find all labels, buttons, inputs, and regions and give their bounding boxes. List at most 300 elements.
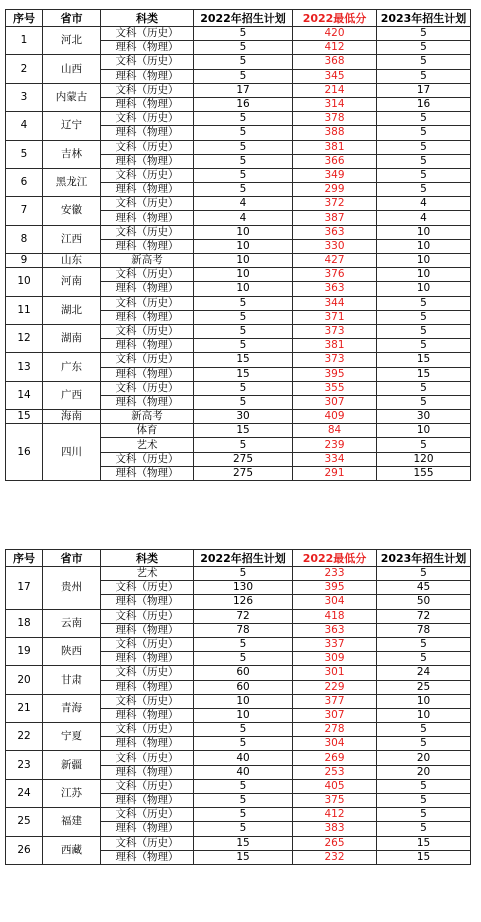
- plan-2022-cell: 5: [194, 779, 293, 793]
- row-number: 24: [6, 779, 43, 807]
- category-cell: 文科（历史）: [101, 197, 194, 211]
- plan-2023-cell: 5: [377, 112, 471, 126]
- plan-2023-cell: 5: [377, 27, 471, 41]
- plan-2023-cell: 50: [377, 595, 471, 609]
- category-cell: 文科（历史）: [101, 112, 194, 126]
- category-cell: 艺术: [101, 438, 194, 452]
- category-cell: 文科（历史）: [101, 27, 194, 41]
- min-score-2022-cell: 291: [293, 466, 377, 480]
- table-row: [6, 83, 471, 97]
- header-plan-2023: 2023年招生计划: [377, 10, 471, 27]
- plan-2022-cell: 10: [194, 225, 293, 239]
- province-cell: 安徽: [43, 197, 101, 225]
- category-cell: 文科（历史）: [101, 666, 194, 680]
- min-score-2022-cell: 427: [293, 254, 377, 268]
- plan-2022-cell: 5: [194, 567, 293, 581]
- category-cell: 新高考: [101, 254, 194, 268]
- plan-2022-cell: 5: [194, 112, 293, 126]
- province-cell: 青海: [43, 694, 101, 722]
- row-number: 16: [6, 424, 43, 481]
- plan-2022-cell: 15: [194, 367, 293, 381]
- category-cell: 理科（物理）: [101, 737, 194, 751]
- category-cell: 文科（历史）: [101, 836, 194, 850]
- province-cell: 贵州: [43, 567, 101, 610]
- min-score-2022-cell: 229: [293, 680, 377, 694]
- category-cell: 理科（物理）: [101, 310, 194, 324]
- min-score-2022-cell: 355: [293, 381, 377, 395]
- category-cell: 文科（历史）: [101, 225, 194, 239]
- row-number: 7: [6, 197, 43, 225]
- province-cell: 河南: [43, 268, 101, 296]
- row-number: 19: [6, 637, 43, 665]
- row-number: 17: [6, 567, 43, 610]
- plan-2023-cell: 72: [377, 609, 471, 623]
- plan-2022-cell: 15: [194, 353, 293, 367]
- province-cell: 海南: [43, 410, 101, 424]
- category-cell: 理科（物理）: [101, 822, 194, 836]
- plan-2022-cell: 15: [194, 424, 293, 438]
- plan-2023-cell: 5: [377, 381, 471, 395]
- plan-2022-cell: 130: [194, 581, 293, 595]
- plan-2023-cell: 5: [377, 822, 471, 836]
- min-score-2022-cell: 405: [293, 779, 377, 793]
- plan-2022-cell: 275: [194, 466, 293, 480]
- plan-2023-cell: 5: [377, 794, 471, 808]
- category-cell: 理科（物理）: [101, 680, 194, 694]
- min-score-2022-cell: 304: [293, 737, 377, 751]
- plan-2023-cell: 10: [377, 254, 471, 268]
- plan-2023-cell: 10: [377, 268, 471, 282]
- category-cell: 理科（物理）: [101, 41, 194, 55]
- plan-2023-cell: 4: [377, 197, 471, 211]
- category-cell: 理科（物理）: [101, 183, 194, 197]
- min-score-2022-cell: 418: [293, 609, 377, 623]
- table-row: [6, 197, 471, 211]
- plan-2023-cell: 15: [377, 367, 471, 381]
- table-row: [6, 55, 471, 69]
- header-category: 科类: [101, 550, 194, 567]
- plan-2022-cell: 5: [194, 183, 293, 197]
- plan-2022-cell: 5: [194, 27, 293, 41]
- category-cell: 理科（物理）: [101, 154, 194, 168]
- plan-2023-cell: 5: [377, 324, 471, 338]
- category-cell: 理科（物理）: [101, 97, 194, 111]
- min-score-2022-cell: 375: [293, 794, 377, 808]
- row-number: 9: [6, 254, 43, 268]
- table-row: [6, 751, 471, 765]
- category-cell: 理科（物理）: [101, 765, 194, 779]
- category-cell: 新高考: [101, 410, 194, 424]
- plan-2023-cell: 5: [377, 637, 471, 651]
- category-cell: 理科（物理）: [101, 623, 194, 637]
- table-row: [6, 140, 471, 154]
- min-score-2022-cell: 377: [293, 694, 377, 708]
- category-cell: 文科（历史）: [101, 268, 194, 282]
- min-score-2022-cell: 84: [293, 424, 377, 438]
- min-score-2022-cell: 368: [293, 55, 377, 69]
- plan-2022-cell: 60: [194, 666, 293, 680]
- category-cell: 文科（历史）: [101, 55, 194, 69]
- row-number: 22: [6, 723, 43, 751]
- min-score-2022-cell: 395: [293, 367, 377, 381]
- province-cell: 山东: [43, 254, 101, 268]
- category-cell: 理科（物理）: [101, 850, 194, 864]
- category-cell: 理科（物理）: [101, 126, 194, 140]
- header-category: 科类: [101, 10, 194, 27]
- plan-2023-cell: 17: [377, 83, 471, 97]
- province-cell: 吉林: [43, 140, 101, 168]
- min-score-2022-cell: 412: [293, 808, 377, 822]
- table-row: [6, 254, 471, 268]
- province-cell: 云南: [43, 609, 101, 637]
- row-number: 8: [6, 225, 43, 253]
- min-score-2022-cell: 233: [293, 567, 377, 581]
- plan-2022-cell: 17: [194, 83, 293, 97]
- province-cell: 广东: [43, 353, 101, 381]
- plan-2022-cell: 15: [194, 850, 293, 864]
- min-score-2022-cell: 214: [293, 83, 377, 97]
- table-row: [6, 324, 471, 338]
- table-row: [6, 410, 471, 424]
- plan-2022-cell: 5: [194, 296, 293, 310]
- category-cell: 理科（物理）: [101, 339, 194, 353]
- plan-2023-cell: 5: [377, 154, 471, 168]
- plan-2023-cell: 5: [377, 395, 471, 409]
- plan-2022-cell: 5: [194, 324, 293, 338]
- min-score-2022-cell: 239: [293, 438, 377, 452]
- plan-2022-cell: 10: [194, 708, 293, 722]
- plan-2023-cell: 5: [377, 55, 471, 69]
- category-cell: 文科（历史）: [101, 353, 194, 367]
- plan-2022-cell: 5: [194, 69, 293, 83]
- category-cell: 艺术: [101, 567, 194, 581]
- plan-2022-cell: 4: [194, 197, 293, 211]
- table-row: [6, 112, 471, 126]
- plan-2022-cell: 15: [194, 836, 293, 850]
- plan-2023-cell: 5: [377, 310, 471, 324]
- min-score-2022-cell: 373: [293, 324, 377, 338]
- header-province: 省市: [43, 10, 101, 27]
- province-cell: 江苏: [43, 779, 101, 807]
- table-row: [6, 268, 471, 282]
- plan-2022-cell: 5: [194, 168, 293, 182]
- plan-2023-cell: 5: [377, 779, 471, 793]
- min-score-2022-cell: 345: [293, 69, 377, 83]
- province-cell: 湖北: [43, 296, 101, 324]
- plan-2022-cell: 30: [194, 410, 293, 424]
- row-number: 2: [6, 55, 43, 83]
- plan-2023-cell: 20: [377, 751, 471, 765]
- province-cell: 四川: [43, 424, 101, 481]
- table-row: [6, 779, 471, 793]
- min-score-2022-cell: 253: [293, 765, 377, 779]
- plan-2023-cell: 15: [377, 353, 471, 367]
- min-score-2022-cell: 395: [293, 581, 377, 595]
- row-number: 18: [6, 609, 43, 637]
- plan-2023-cell: 10: [377, 225, 471, 239]
- category-cell: 文科（历史）: [101, 581, 194, 595]
- plan-2022-cell: 275: [194, 452, 293, 466]
- plan-2023-cell: 24: [377, 666, 471, 680]
- min-score-2022-cell: 378: [293, 112, 377, 126]
- category-cell: 文科（历史）: [101, 324, 194, 338]
- plan-2023-cell: 45: [377, 581, 471, 595]
- plan-2022-cell: 10: [194, 239, 293, 253]
- category-cell: 理科（物理）: [101, 395, 194, 409]
- table-header: [6, 10, 471, 27]
- plan-2022-cell: 5: [194, 822, 293, 836]
- plan-2023-cell: 4: [377, 211, 471, 225]
- province-cell: 辽宁: [43, 112, 101, 140]
- category-cell: 理科（物理）: [101, 652, 194, 666]
- category-cell: 文科（历史）: [101, 452, 194, 466]
- admission-table-2: [5, 549, 471, 865]
- plan-2023-cell: 30: [377, 410, 471, 424]
- category-cell: 文科（历史）: [101, 694, 194, 708]
- min-score-2022-cell: 309: [293, 652, 377, 666]
- min-score-2022-cell: 373: [293, 353, 377, 367]
- min-score-2022-cell: 265: [293, 836, 377, 850]
- table-row: [6, 609, 471, 623]
- plan-2022-cell: 10: [194, 282, 293, 296]
- min-score-2022-cell: 366: [293, 154, 377, 168]
- row-number: 15: [6, 410, 43, 424]
- min-score-2022-cell: 349: [293, 168, 377, 182]
- header-plan-2023: 2023年招生计划: [377, 550, 471, 567]
- min-score-2022-cell: 388: [293, 126, 377, 140]
- plan-2023-cell: 10: [377, 708, 471, 722]
- province-cell: 西藏: [43, 836, 101, 864]
- row-number: 13: [6, 353, 43, 381]
- table-row: [6, 567, 471, 581]
- header-province: 省市: [43, 550, 101, 567]
- min-score-2022-cell: 232: [293, 850, 377, 864]
- plan-2022-cell: 40: [194, 765, 293, 779]
- row-number: 6: [6, 168, 43, 196]
- plan-2022-cell: 60: [194, 680, 293, 694]
- header-min-score-2022: 2022最低分: [293, 550, 377, 567]
- table-row: [6, 381, 471, 395]
- plan-2022-cell: 5: [194, 652, 293, 666]
- plan-2023-cell: 5: [377, 168, 471, 182]
- plan-2023-cell: 5: [377, 737, 471, 751]
- plan-2023-cell: 10: [377, 694, 471, 708]
- table-row: [6, 666, 471, 680]
- plan-2022-cell: 5: [194, 310, 293, 324]
- plan-2023-cell: 5: [377, 808, 471, 822]
- header-min-score-2022: 2022最低分: [293, 10, 377, 27]
- province-cell: 江西: [43, 225, 101, 253]
- province-cell: 广西: [43, 381, 101, 409]
- category-cell: 文科（历史）: [101, 140, 194, 154]
- plan-2023-cell: 10: [377, 424, 471, 438]
- plan-2023-cell: 120: [377, 452, 471, 466]
- plan-2022-cell: 16: [194, 97, 293, 111]
- table-row: [6, 723, 471, 737]
- min-score-2022-cell: 412: [293, 41, 377, 55]
- row-number: 21: [6, 694, 43, 722]
- plan-2022-cell: 5: [194, 808, 293, 822]
- plan-2023-cell: 155: [377, 466, 471, 480]
- min-score-2022-cell: 363: [293, 623, 377, 637]
- category-cell: 文科（历史）: [101, 637, 194, 651]
- row-number: 3: [6, 83, 43, 111]
- plan-2022-cell: 5: [194, 381, 293, 395]
- plan-2023-cell: 5: [377, 567, 471, 581]
- plan-2022-cell: 78: [194, 623, 293, 637]
- row-number: 20: [6, 666, 43, 694]
- row-number: 12: [6, 324, 43, 352]
- row-number: 23: [6, 751, 43, 779]
- min-score-2022-cell: 314: [293, 97, 377, 111]
- min-score-2022-cell: 307: [293, 395, 377, 409]
- table-row: [6, 424, 471, 438]
- plan-2022-cell: 10: [194, 254, 293, 268]
- plan-2022-cell: 10: [194, 268, 293, 282]
- table-row: [6, 694, 471, 708]
- plan-2022-cell: 5: [194, 140, 293, 154]
- province-cell: 福建: [43, 808, 101, 836]
- category-cell: 理科（物理）: [101, 367, 194, 381]
- header-no: 序号: [6, 550, 43, 567]
- category-cell: 文科（历史）: [101, 808, 194, 822]
- plan-2022-cell: 5: [194, 126, 293, 140]
- plan-2023-cell: 5: [377, 140, 471, 154]
- plan-2023-cell: 5: [377, 723, 471, 737]
- admission-table-1: [5, 9, 471, 481]
- plan-2022-cell: 5: [194, 438, 293, 452]
- plan-2022-cell: 5: [194, 395, 293, 409]
- table-row: [6, 27, 471, 41]
- category-cell: 文科（历史）: [101, 83, 194, 97]
- row-number: 4: [6, 112, 43, 140]
- header-plan-2022: 2022年招生计划: [194, 10, 293, 27]
- category-cell: 文科（历史）: [101, 296, 194, 310]
- plan-2023-cell: 5: [377, 296, 471, 310]
- plan-2022-cell: 5: [194, 637, 293, 651]
- plan-2023-cell: 5: [377, 41, 471, 55]
- plan-2023-cell: 20: [377, 765, 471, 779]
- category-cell: 文科（历史）: [101, 168, 194, 182]
- row-number: 1: [6, 27, 43, 55]
- header-no: 序号: [6, 10, 43, 27]
- min-score-2022-cell: 363: [293, 282, 377, 296]
- category-cell: 理科（物理）: [101, 595, 194, 609]
- province-cell: 宁夏: [43, 723, 101, 751]
- plan-2023-cell: 25: [377, 680, 471, 694]
- province-cell: 山西: [43, 55, 101, 83]
- plan-2023-cell: 16: [377, 97, 471, 111]
- min-score-2022-cell: 334: [293, 452, 377, 466]
- table-row: [6, 296, 471, 310]
- min-score-2022-cell: 409: [293, 410, 377, 424]
- category-cell: 文科（历史）: [101, 609, 194, 623]
- min-score-2022-cell: 337: [293, 637, 377, 651]
- row-number: 10: [6, 268, 43, 296]
- plan-2022-cell: 5: [194, 723, 293, 737]
- plan-2022-cell: 72: [194, 609, 293, 623]
- category-cell: 理科（物理）: [101, 466, 194, 480]
- plan-2022-cell: 40: [194, 751, 293, 765]
- min-score-2022-cell: 371: [293, 310, 377, 324]
- row-number: 5: [6, 140, 43, 168]
- row-number: 14: [6, 381, 43, 409]
- plan-2022-cell: 5: [194, 794, 293, 808]
- plan-2023-cell: 10: [377, 239, 471, 253]
- min-score-2022-cell: 420: [293, 27, 377, 41]
- plan-2023-cell: 5: [377, 69, 471, 83]
- category-cell: 文科（历史）: [101, 723, 194, 737]
- plan-2022-cell: 10: [194, 694, 293, 708]
- category-cell: 理科（物理）: [101, 708, 194, 722]
- plan-2023-cell: 5: [377, 183, 471, 197]
- min-score-2022-cell: 383: [293, 822, 377, 836]
- min-score-2022-cell: 372: [293, 197, 377, 211]
- min-score-2022-cell: 376: [293, 268, 377, 282]
- plan-2023-cell: 78: [377, 623, 471, 637]
- plan-2022-cell: 126: [194, 595, 293, 609]
- province-cell: 新疆: [43, 751, 101, 779]
- row-number: 11: [6, 296, 43, 324]
- plan-2022-cell: 5: [194, 154, 293, 168]
- province-cell: 湖南: [43, 324, 101, 352]
- plan-2022-cell: 5: [194, 55, 293, 69]
- province-cell: 陕西: [43, 637, 101, 665]
- plan-2023-cell: 15: [377, 836, 471, 850]
- min-score-2022-cell: 304: [293, 595, 377, 609]
- category-cell: 理科（物理）: [101, 211, 194, 225]
- table-row: [6, 836, 471, 850]
- table-row: [6, 637, 471, 651]
- category-cell: 理科（物理）: [101, 69, 194, 83]
- province-cell: 甘肃: [43, 666, 101, 694]
- min-score-2022-cell: 278: [293, 723, 377, 737]
- table-row: [6, 353, 471, 367]
- plan-2023-cell: 5: [377, 339, 471, 353]
- plan-2022-cell: 5: [194, 737, 293, 751]
- min-score-2022-cell: 299: [293, 183, 377, 197]
- min-score-2022-cell: 363: [293, 225, 377, 239]
- table-row: [6, 168, 471, 182]
- row-number: 25: [6, 808, 43, 836]
- header-plan-2022: 2022年招生计划: [194, 550, 293, 567]
- category-cell: 文科（历史）: [101, 779, 194, 793]
- category-cell: 理科（物理）: [101, 282, 194, 296]
- plan-2022-cell: 5: [194, 339, 293, 353]
- table-row: [6, 808, 471, 822]
- category-cell: 体育: [101, 424, 194, 438]
- plan-2022-cell: 5: [194, 41, 293, 55]
- plan-2023-cell: 15: [377, 850, 471, 864]
- province-cell: 黑龙江: [43, 168, 101, 196]
- category-cell: 文科（历史）: [101, 381, 194, 395]
- province-cell: 河北: [43, 27, 101, 55]
- plan-2023-cell: 5: [377, 652, 471, 666]
- province-cell: 内蒙古: [43, 83, 101, 111]
- category-cell: 文科（历史）: [101, 751, 194, 765]
- plan-2023-cell: 5: [377, 126, 471, 140]
- row-number: 26: [6, 836, 43, 864]
- min-score-2022-cell: 387: [293, 211, 377, 225]
- plan-2022-cell: 4: [194, 211, 293, 225]
- min-score-2022-cell: 269: [293, 751, 377, 765]
- min-score-2022-cell: 344: [293, 296, 377, 310]
- min-score-2022-cell: 307: [293, 708, 377, 722]
- min-score-2022-cell: 301: [293, 666, 377, 680]
- table-header: [6, 550, 471, 567]
- min-score-2022-cell: 330: [293, 239, 377, 253]
- plan-2023-cell: 10: [377, 282, 471, 296]
